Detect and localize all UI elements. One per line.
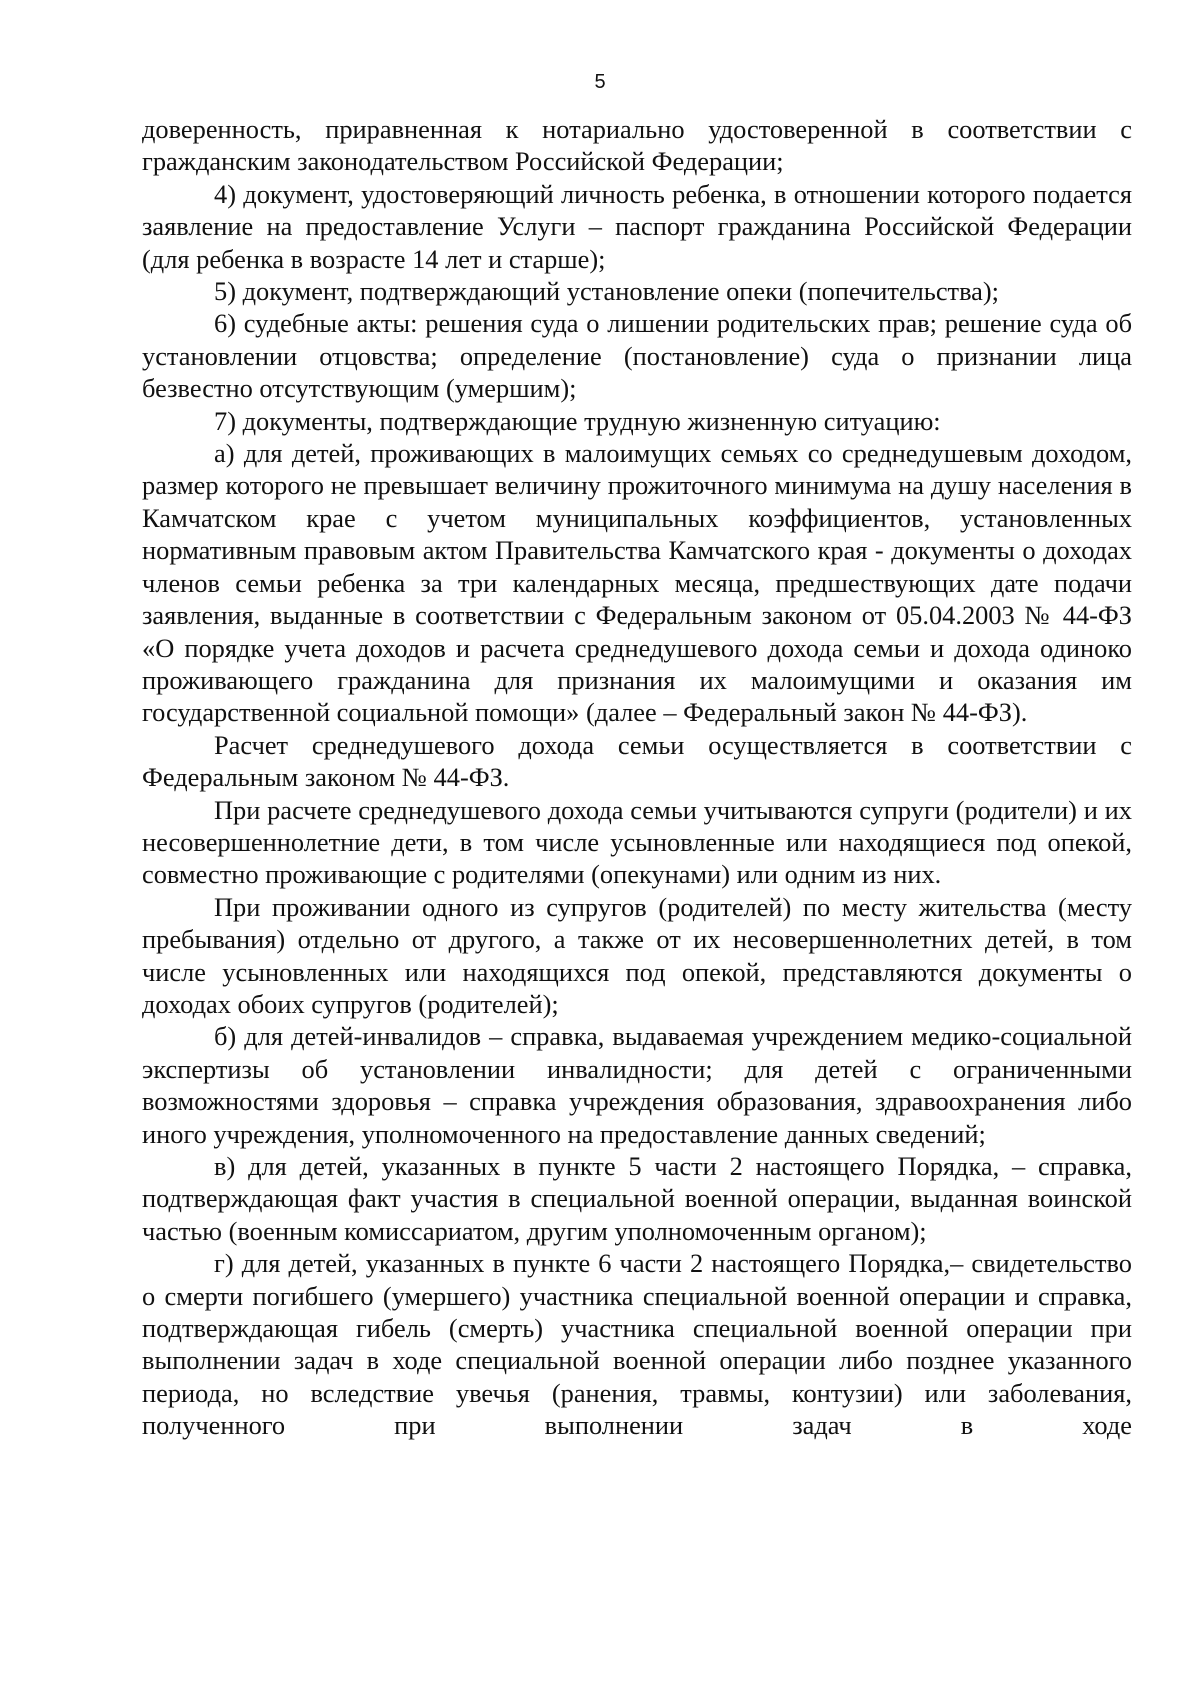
paragraph-item-5-guardianship-document: 5) документ, подтверждающий установление опеки (попечительства); — [214, 276, 1000, 307]
document-body — [142, 113, 1132, 1442]
paragraph-item-7-hardship-documents: 7) документы, подтверждающие трудную жизненную ситуацию: — [214, 405, 941, 436]
paragraph-income-calculation: Расчет среднедушевого дохода семьи осуществляется в соответствии с Федеральным законом № 44-ФЗ. — [142, 729, 1132, 793]
page-number: 5 — [594, 71, 606, 93]
paragraph-subitem-b-disabled-children: б) для детей-инвалидов – справка, выдаваемая учреждением медико-социальной экспертизы об установлении инвалидности; для детей с ограниченными возможностями здоровья – справка учреждения образования, здравоохранения либо иного учреждения, уполномоченного на предоставление данных сведений; — [142, 1021, 1132, 1149]
paragraph-subitem-g-death-certificate: г) для детей, указанных в пункте 6 части 2 настоящего Порядка,– свидетельство о смерти погибшего (умершего) участника специальной военной операции и справка, подтверждающая гибель (смерть) участника специальной военной операции при выполнении задач в ходе специальной военной операции либо позднее указанного периода, но вследствие увечья (ранения, травмы, контузии) или заболевания, полученного при выполнении задач в ходе — [142, 1248, 1132, 1441]
paragraph-item-4-identity-document: 4) документ, удостоверяющий личность ребенка, в отношении которого подается заявление на предоставление Услуги – паспорт гражданина Российской Федерации (для ребенка в возрасте 14 лет и старше); — [142, 178, 1132, 274]
paragraph-item-6-court-acts: 6) судебные акты: решения суда о лишении родительских прав; решение суда об установлении отцовства; определение (постановление) суда о признании лица безвестно отсутствующим (умершим); — [142, 308, 1132, 404]
paragraph-separate-residence: При проживании одного из супругов (родителей) по месту жительства (месту пребывания) отдельно от другого, а также от их несовершеннолетних детей, в том числе усыновленных или находящихся под опекой, представляются документы о доходах обоих супругов (родителей); — [142, 891, 1132, 1019]
paragraph-subitem-a-low-income: а) для детей, проживающих в малоимущих семьях со среднедушевым доходом, размер которого не превышает величину прожиточного минимума на душу населения в Камчатском крае с учетом муниципальных коэффициентов, установленных нормативным правовым актом Правительства Камчатского края - документы о доходах членов семьи ребенка за три календарных месяца, предшествующих дате подачи заявления, выданные в соответствии с Федеральным законом от 05.04.2003 № 44-ФЗ «О порядке учета доходов и расчета среднедушевого дохода семьи и дохода одиноко проживающего гражданина для признания их малоимущими и оказания им государственной социальной помощи» (далее – Федеральный закон № 44-ФЗ). — [142, 438, 1132, 728]
paragraph-power-of-attorney-continuation: доверенность, приравненная к нотариально удостоверенной в соответствии с гражданским законодательством Российской Федерации; — [142, 114, 1132, 177]
paragraph-subitem-v-military-operation: в) для детей, указанных в пункте 5 части 2 настоящего Порядка, – справка, подтверждающая факт участия в специальной военной операции, выданная воинской частью (военным комиссариатом, другим уполномоченным органом); — [142, 1151, 1132, 1246]
paragraph-family-members-counted: При расчете среднедушевого дохода семьи учитываются супруги (родители) и их несовершеннолетние дети, в том числе усыновленные или находящиеся под опекой, совместно проживающие с родителями (опекунами) или одним из них. — [142, 794, 1132, 890]
